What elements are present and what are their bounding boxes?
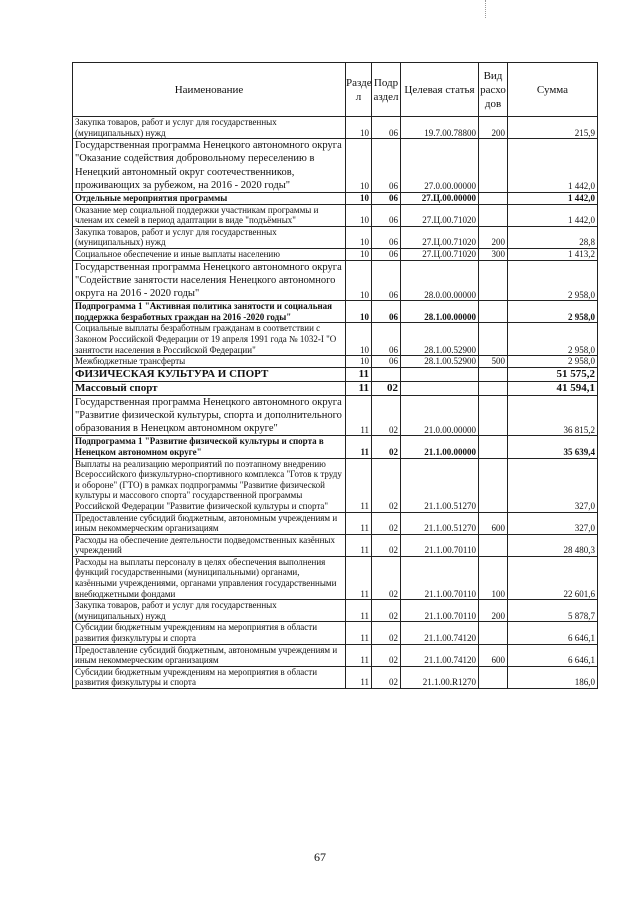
cell-name: Социальное обеспечение и иные выплаты населению bbox=[73, 248, 346, 260]
cell-summa: 327,0 bbox=[508, 512, 598, 534]
cell-vid-rashodov bbox=[479, 534, 508, 556]
cell-podrazdel: 06 bbox=[372, 260, 401, 301]
cell-name: Государственная программа Ненецкого автономного округа "Содействие занятости населения Ненецкого автономного округа на 2016 - 2020 годы" bbox=[73, 260, 346, 301]
cell-razdel: 11 bbox=[346, 534, 372, 556]
cell-name: Подпрограмма 1 "Активная политика занятости и социальная поддержка безработных граждан на 2016 -2020 годы" bbox=[73, 301, 346, 323]
cell-podrazdel: 06 bbox=[372, 226, 401, 248]
cell-razdel: 11 bbox=[346, 367, 372, 381]
cell-razdel: 10 bbox=[346, 193, 372, 205]
cell-summa: 6 646,1 bbox=[508, 622, 598, 644]
cell-summa: 186,0 bbox=[508, 666, 598, 688]
cell-vid-rashodov bbox=[479, 323, 508, 356]
cell-celevaya-statya: 21.1.00.51270 bbox=[401, 512, 479, 534]
cell-celevaya-statya: 21.1.00.R1270 bbox=[401, 666, 479, 688]
cell-celevaya-statya: 27.Ц.00.71020 bbox=[401, 226, 479, 248]
cell-razdel: 11 bbox=[346, 381, 372, 395]
cell-celevaya-statya: 21.1.00.74120 bbox=[401, 622, 479, 644]
table-row bbox=[73, 204, 598, 226]
cell-razdel: 10 bbox=[346, 260, 372, 301]
header-name: Наименование bbox=[73, 63, 346, 117]
cell-razdel: 11 bbox=[346, 436, 372, 458]
cell-summa: 6 646,1 bbox=[508, 644, 598, 666]
table-body bbox=[73, 117, 598, 689]
cell-vid-rashodov bbox=[479, 260, 508, 301]
table-header-row bbox=[73, 63, 598, 117]
budget-table bbox=[72, 62, 598, 689]
cell-razdel: 11 bbox=[346, 644, 372, 666]
cell-summa: 22 601,6 bbox=[508, 556, 598, 599]
cell-podrazdel: 06 bbox=[372, 356, 401, 368]
table-row bbox=[73, 458, 598, 512]
cell-name: Закупка товаров, работ и услуг для государственных (муниципальных) нужд bbox=[73, 226, 346, 248]
cell-summa: 51 575,2 bbox=[508, 367, 598, 381]
cell-podrazdel: 02 bbox=[372, 622, 401, 644]
cell-celevaya-statya: 27.Ц.00.71020 bbox=[401, 204, 479, 226]
cell-vid-rashodov bbox=[479, 395, 508, 436]
cell-summa: 2 958,0 bbox=[508, 301, 598, 323]
cell-name: Государственная программа Ненецкого автономного округа "Оказание содействия добровольному переселению в Ненецкий автономный округ соотечественников, проживающих за рубежом, на 2016 - 2020 годы" bbox=[73, 139, 346, 193]
cell-celevaya-statya: 21.1.00.51270 bbox=[401, 458, 479, 512]
cell-name: Массовый спорт bbox=[73, 381, 346, 395]
cell-name: Закупка товаров, работ и услуг для государственных (муниципальных) нужд bbox=[73, 600, 346, 622]
cell-podrazdel bbox=[372, 367, 401, 381]
cell-razdel: 10 bbox=[346, 248, 372, 260]
table-row bbox=[73, 556, 598, 599]
cell-razdel: 11 bbox=[346, 622, 372, 644]
cell-podrazdel: 02 bbox=[372, 458, 401, 512]
cell-name: Расходы на выплаты персоналу в целях обеспечения выполнения функций государственными (муниципальными) органами, казёнными учреждениями, органами управления государственными внебюджетными фондами bbox=[73, 556, 346, 599]
cell-razdel: 10 bbox=[346, 356, 372, 368]
cell-summa: 5 878,7 bbox=[508, 600, 598, 622]
cell-podrazdel: 06 bbox=[372, 301, 401, 323]
cell-vid-rashodov: 600 bbox=[479, 512, 508, 534]
table-row bbox=[73, 381, 598, 395]
table-row bbox=[73, 622, 598, 644]
cell-razdel: 11 bbox=[346, 666, 372, 688]
cell-podrazdel: 06 bbox=[372, 323, 401, 356]
cell-celevaya-statya: 27.Ц.00.71020 bbox=[401, 248, 479, 260]
table-row bbox=[73, 226, 598, 248]
cell-celevaya-statya: 28.1.00.52900 bbox=[401, 356, 479, 368]
cell-vid-rashodov bbox=[479, 204, 508, 226]
cell-name: Подпрограмма 1 "Развитие физической культуры и спорта в Ненецком автономном округе" bbox=[73, 436, 346, 458]
cell-razdel: 11 bbox=[346, 395, 372, 436]
cell-summa: 28,8 bbox=[508, 226, 598, 248]
cell-summa: 2 958,0 bbox=[508, 260, 598, 301]
cell-vid-rashodov: 600 bbox=[479, 644, 508, 666]
cell-vid-rashodov bbox=[479, 381, 508, 395]
table-row bbox=[73, 248, 598, 260]
cell-celevaya-statya: 19.7.00.78800 bbox=[401, 117, 479, 139]
table-row bbox=[73, 323, 598, 356]
cell-razdel: 10 bbox=[346, 323, 372, 356]
cell-vid-rashodov bbox=[479, 139, 508, 193]
table-row bbox=[73, 301, 598, 323]
cell-vid-rashodov: 200 bbox=[479, 117, 508, 139]
cell-vid-rashodov bbox=[479, 666, 508, 688]
cell-podrazdel: 02 bbox=[372, 512, 401, 534]
header-vid-rashodov: Вид расхо дов bbox=[479, 63, 508, 117]
table-row bbox=[73, 666, 598, 688]
cell-name: Субсидии бюджетным учреждениям на мероприятия в области развития физкультуры и спорта bbox=[73, 622, 346, 644]
cell-celevaya-statya: 21.1.00.70110 bbox=[401, 556, 479, 599]
cell-summa: 2 958,0 bbox=[508, 356, 598, 368]
budget-table-container bbox=[72, 62, 597, 689]
cell-podrazdel: 06 bbox=[372, 248, 401, 260]
table-row bbox=[73, 600, 598, 622]
header-podrazdel: Подр аздел bbox=[372, 63, 401, 117]
cell-razdel: 10 bbox=[346, 204, 372, 226]
cell-celevaya-statya: 21.0.00.00000 bbox=[401, 395, 479, 436]
cell-celevaya-statya: 28.1.00.00000 bbox=[401, 301, 479, 323]
cell-celevaya-statya bbox=[401, 381, 479, 395]
cell-podrazdel: 02 bbox=[372, 395, 401, 436]
cell-razdel: 11 bbox=[346, 458, 372, 512]
scan-mark bbox=[485, 0, 487, 18]
cell-podrazdel: 02 bbox=[372, 644, 401, 666]
cell-name: Оказание мер социальной поддержки участникам программы и членам их семей в период адаптации в виде "подъёмных" bbox=[73, 204, 346, 226]
cell-razdel: 10 bbox=[346, 301, 372, 323]
cell-vid-rashodov: 200 bbox=[479, 600, 508, 622]
cell-name: Предоставление субсидий бюджетным, автономным учреждениям и иным некоммерческим организациям bbox=[73, 512, 346, 534]
cell-podrazdel: 02 bbox=[372, 666, 401, 688]
cell-summa: 327,0 bbox=[508, 458, 598, 512]
cell-celevaya-statya: 21.1.00.00000 bbox=[401, 436, 479, 458]
cell-podrazdel: 02 bbox=[372, 556, 401, 599]
cell-razdel: 10 bbox=[346, 117, 372, 139]
cell-summa: 28 480,3 bbox=[508, 534, 598, 556]
cell-name: Закупка товаров, работ и услуг для государственных (муниципальных) нужд bbox=[73, 117, 346, 139]
table-row bbox=[73, 644, 598, 666]
cell-razdel: 10 bbox=[346, 139, 372, 193]
cell-vid-rashodov bbox=[479, 622, 508, 644]
cell-name: Расходы на обеспечение деятельности подведомственных казённых учреждений bbox=[73, 534, 346, 556]
cell-celevaya-statya: 21.1.00.70110 bbox=[401, 534, 479, 556]
table-row bbox=[73, 436, 598, 458]
cell-vid-rashodov bbox=[479, 458, 508, 512]
table-row bbox=[73, 356, 598, 368]
cell-vid-rashodov: 300 bbox=[479, 248, 508, 260]
cell-vid-rashodov: 500 bbox=[479, 356, 508, 368]
table-row bbox=[73, 193, 598, 205]
cell-razdel: 11 bbox=[346, 512, 372, 534]
cell-razdel: 10 bbox=[346, 226, 372, 248]
page-number: 67 bbox=[314, 850, 326, 864]
table-row bbox=[73, 260, 598, 301]
cell-vid-rashodov bbox=[479, 301, 508, 323]
table-row bbox=[73, 395, 598, 436]
header-celevaya-statya: Целевая статья bbox=[401, 63, 479, 117]
cell-vid-rashodov bbox=[479, 193, 508, 205]
cell-summa: 2 958,0 bbox=[508, 323, 598, 356]
cell-razdel: 11 bbox=[346, 556, 372, 599]
table-row bbox=[73, 139, 598, 193]
cell-celevaya-statya: 27.Ц.00.00000 bbox=[401, 193, 479, 205]
cell-razdel: 11 bbox=[346, 600, 372, 622]
cell-podrazdel: 06 bbox=[372, 139, 401, 193]
cell-vid-rashodov bbox=[479, 367, 508, 381]
cell-vid-rashodov: 100 bbox=[479, 556, 508, 599]
cell-summa: 1 442,0 bbox=[508, 204, 598, 226]
cell-celevaya-statya bbox=[401, 367, 479, 381]
cell-summa: 36 815,2 bbox=[508, 395, 598, 436]
cell-podrazdel: 06 bbox=[372, 117, 401, 139]
cell-celevaya-statya: 21.1.00.74120 bbox=[401, 644, 479, 666]
cell-vid-rashodov: 200 bbox=[479, 226, 508, 248]
table-row bbox=[73, 117, 598, 139]
cell-name: ФИЗИЧЕСКАЯ КУЛЬТУРА И СПОРТ bbox=[73, 367, 346, 381]
cell-celevaya-statya: 28.1.00.52900 bbox=[401, 323, 479, 356]
cell-name: Социальные выплаты безработным гражданам в соответствии с Законом Российской Федерации от 19 апреля 1991 года № 1032-I "О занятости населения в Российской Федерации" bbox=[73, 323, 346, 356]
cell-podrazdel: 02 bbox=[372, 381, 401, 395]
cell-podrazdel: 02 bbox=[372, 600, 401, 622]
cell-summa: 1 442,0 bbox=[508, 193, 598, 205]
header-razdel: Разде л bbox=[346, 63, 372, 117]
cell-podrazdel: 06 bbox=[372, 204, 401, 226]
cell-podrazdel: 02 bbox=[372, 534, 401, 556]
cell-name: Отдельные мероприятия программы bbox=[73, 193, 346, 205]
cell-name: Выплаты на реализацию мероприятий по поэтапному внедрению Всероссийского физкультурно-спортивного комплекса "Готов к труду и обороне" (ГТО) в рамках подпрограммы "Развитие физической культуры и массового спорта" государственной программы Российской Федерации "Развитие физической культуры и спорта" bbox=[73, 458, 346, 512]
cell-vid-rashodov bbox=[479, 436, 508, 458]
cell-summa: 1 442,0 bbox=[508, 139, 598, 193]
cell-celevaya-statya: 27.0.00.00000 bbox=[401, 139, 479, 193]
cell-summa: 1 413,2 bbox=[508, 248, 598, 260]
table-row bbox=[73, 512, 598, 534]
cell-name: Субсидии бюджетным учреждениям на мероприятия в области развития физкультуры и спорта bbox=[73, 666, 346, 688]
cell-summa: 41 594,1 bbox=[508, 381, 598, 395]
cell-name: Государственная программа Ненецкого автономного округа "Развитие физической культуры, спорта и дополнительного образования в Ненецком автономном округе" bbox=[73, 395, 346, 436]
table-row bbox=[73, 534, 598, 556]
cell-summa: 35 639,4 bbox=[508, 436, 598, 458]
cell-celevaya-statya: 21.1.00.70110 bbox=[401, 600, 479, 622]
table-row bbox=[73, 367, 598, 381]
cell-podrazdel: 02 bbox=[372, 436, 401, 458]
header-summa: Сумма bbox=[508, 63, 598, 117]
cell-name: Межбюджетные трансферты bbox=[73, 356, 346, 368]
cell-celevaya-statya: 28.0.00.00000 bbox=[401, 260, 479, 301]
cell-podrazdel: 06 bbox=[372, 193, 401, 205]
cell-name: Предоставление субсидий бюджетным, автономным учреждениям и иным некоммерческим организациям bbox=[73, 644, 346, 666]
cell-summa: 215,9 bbox=[508, 117, 598, 139]
